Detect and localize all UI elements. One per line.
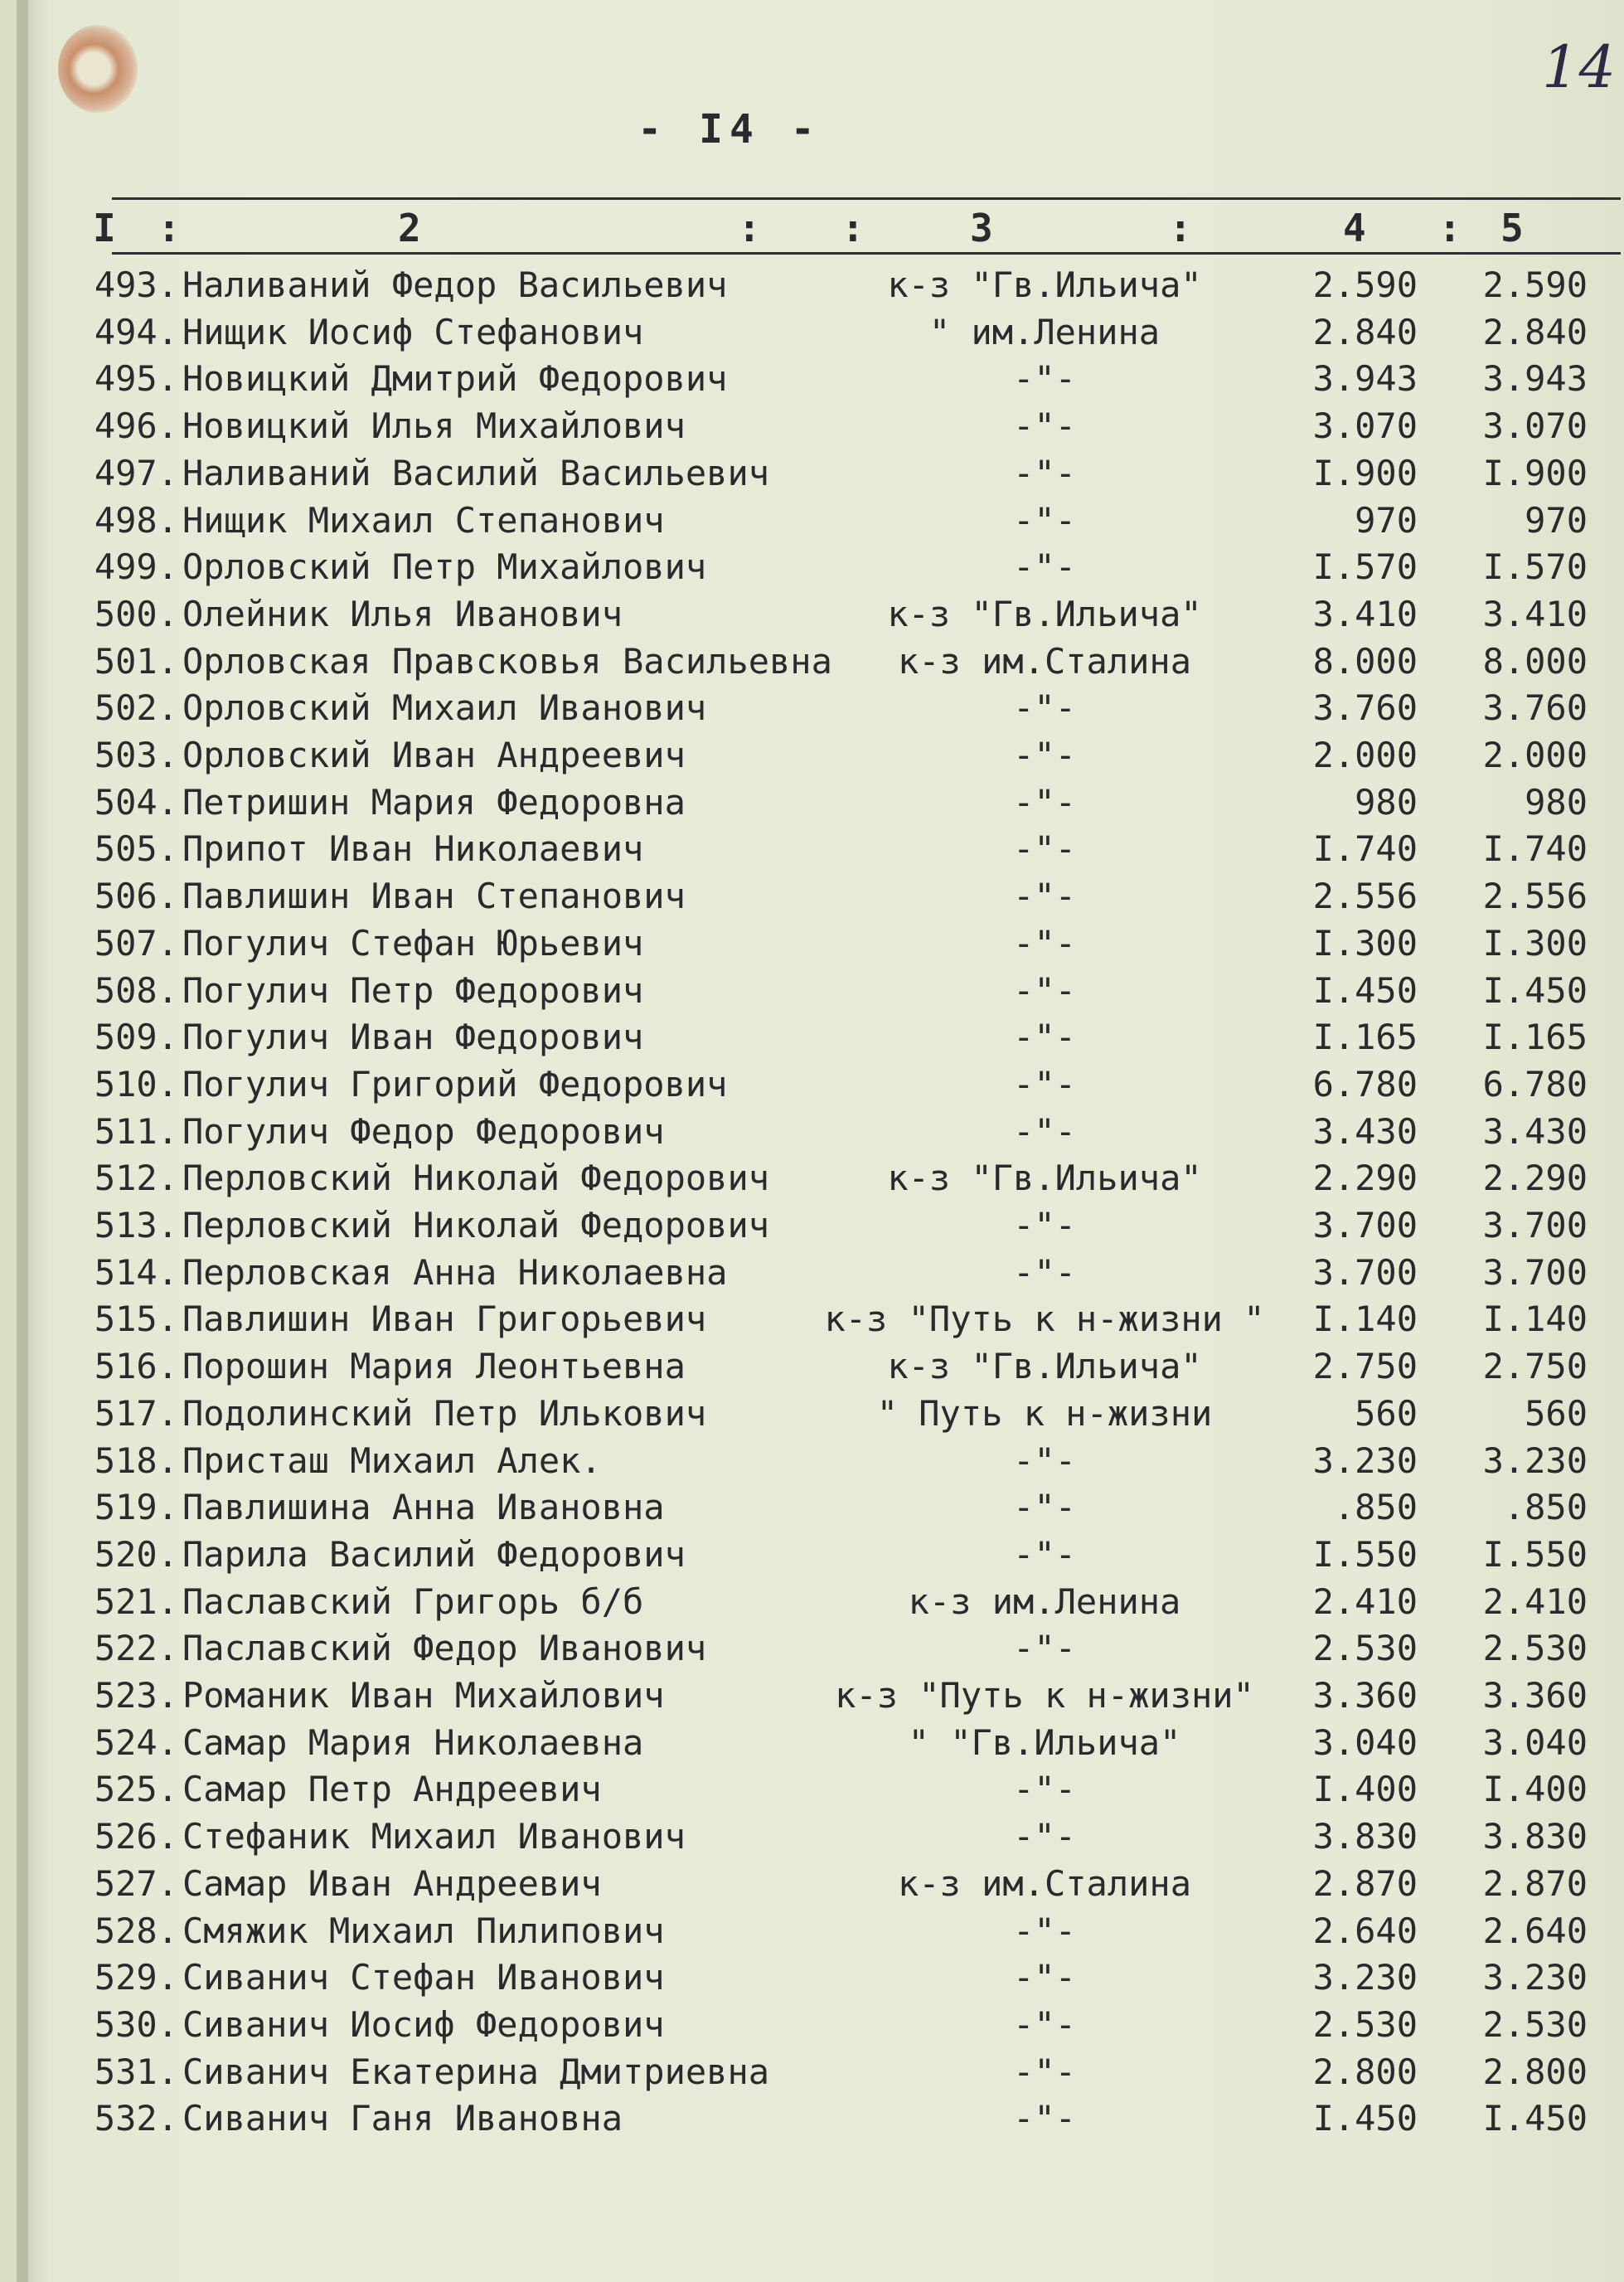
row-number: 526. [94, 1816, 178, 1857]
row-number: 496. [94, 405, 178, 447]
person-name: Самар Иван Андреевич [182, 1862, 602, 1904]
row-number: 524. [94, 1721, 178, 1763]
amount-column-4: 560 [1355, 1392, 1418, 1434]
person-name: Перловский Николай Федорович [182, 1158, 770, 1199]
row-number: 517. [94, 1392, 178, 1434]
table-row [17, 638, 1624, 685]
amount-column-5: 2.870 [1482, 1862, 1588, 1904]
table-row [17, 1484, 1624, 1531]
amount-column-5: 2.290 [1482, 1158, 1588, 1199]
table-row [17, 1625, 1624, 1672]
table-row [17, 1109, 1624, 1155]
collective-farm: " Путь к н-жизни [876, 1392, 1213, 1434]
amount-column-5: 8.000 [1482, 640, 1588, 682]
header-bottom-rule [112, 252, 1621, 255]
row-number: 530. [94, 2003, 178, 2045]
amount-column-4: 2.530 [1312, 1628, 1418, 1669]
table-row [17, 403, 1624, 449]
amount-column-5: I.140 [1482, 1299, 1588, 1340]
column-separator: : [841, 206, 865, 250]
person-name: Парила Василий Федорович [182, 1533, 686, 1575]
amount-column-5: 3.360 [1482, 1675, 1588, 1716]
amount-column-4: 2.750 [1312, 1346, 1418, 1387]
amount-column-4: 3.430 [1312, 1110, 1418, 1152]
amount-column-4: 2.000 [1312, 735, 1418, 775]
person-name: Наливаний Федор Васильевич [182, 265, 728, 305]
amount-column-4: 2.290 [1312, 1158, 1418, 1199]
collective-farm: -"- [1013, 828, 1076, 870]
table-row [17, 968, 1624, 1014]
amount-column-4: .850 [1333, 1487, 1418, 1528]
amount-column-4: 3.040 [1312, 1721, 1418, 1763]
row-number: 507. [94, 922, 178, 964]
amount-column-4: 970 [1355, 499, 1418, 541]
collective-farm: -"- [1013, 735, 1076, 775]
row-number: 506. [94, 876, 178, 917]
amount-column-4: I.740 [1312, 828, 1418, 870]
row-number: 505. [94, 828, 178, 870]
row-number: 493. [94, 265, 178, 305]
collective-farm: -"- [1013, 1017, 1076, 1058]
person-name: Романик Иван Михайлович [182, 1675, 665, 1716]
amount-column-4: 3.070 [1312, 405, 1418, 447]
table-row [17, 1861, 1624, 1907]
column-header-5: 5 [1500, 206, 1524, 250]
collective-farm: -"- [1013, 2098, 1076, 2139]
person-name: Наливаний Василий Васильевич [182, 452, 770, 493]
table-row [17, 356, 1624, 402]
amount-column-4: I.140 [1312, 1299, 1418, 1340]
amount-column-4: I.550 [1312, 1533, 1418, 1575]
collective-farm: к-з "Путь к н-жизни" [835, 1675, 1254, 1716]
person-name: Присташ Михаил Алек. [182, 1440, 602, 1481]
table-row [17, 1532, 1624, 1578]
table-row [17, 591, 1624, 638]
collective-farm: -"- [1013, 1910, 1076, 1951]
table-row [17, 732, 1624, 779]
amount-column-4: 2.530 [1312, 2003, 1418, 2045]
amount-column-5: 3.040 [1482, 1721, 1588, 1763]
amount-column-4: 6.780 [1312, 1063, 1418, 1105]
amount-column-5: 3.760 [1482, 687, 1588, 729]
table-row [17, 873, 1624, 920]
table-row [17, 779, 1624, 826]
table-row [17, 685, 1624, 731]
amount-column-5: 2.800 [1482, 2051, 1588, 2092]
amount-column-5: 3.230 [1482, 1440, 1588, 1481]
collective-farm: -"- [1013, 1769, 1076, 1810]
amount-column-4: 3.760 [1312, 687, 1418, 729]
row-number: 521. [94, 1580, 178, 1622]
collective-farm: -"- [1013, 1816, 1076, 1857]
person-name: Павлишин Иван Степанович [182, 876, 686, 917]
table-row [17, 1579, 1624, 1625]
amount-column-5: I.740 [1482, 828, 1588, 870]
collective-farm: -"- [1013, 546, 1076, 588]
person-name: Сиванич Иосиф Федорович [182, 2003, 665, 2045]
collective-farm: к-з им.Сталина [897, 640, 1191, 682]
person-name: Петришин Мария Федоровна [182, 781, 686, 823]
person-name: Нищик Михаил Степанович [182, 499, 665, 541]
collective-farm: -"- [1013, 1533, 1076, 1575]
table-row [17, 1673, 1624, 1719]
amount-column-4: 3.360 [1312, 1675, 1418, 1716]
collective-farm: к-з "Гв.Ильича" [887, 593, 1202, 634]
amount-column-4: 3.830 [1312, 1816, 1418, 1857]
collective-farm: " "Гв.Ильича" [908, 1721, 1181, 1763]
row-number: 501. [94, 640, 178, 682]
table-row [17, 1438, 1624, 1484]
collective-farm: -"- [1013, 922, 1076, 964]
person-name: Погулич Григорий Федорович [182, 1063, 728, 1105]
collective-farm: -"- [1013, 1487, 1076, 1528]
amount-column-5: 2.590 [1482, 265, 1588, 305]
amount-column-4: 2.410 [1312, 1580, 1418, 1622]
paper-stain [58, 25, 138, 113]
person-name: Олейник Илья Иванович [182, 593, 623, 634]
collective-farm: -"- [1013, 687, 1076, 729]
amount-column-5: I.450 [1482, 2098, 1588, 2139]
amount-column-5: 3.700 [1482, 1251, 1588, 1293]
table-row [17, 1155, 1624, 1202]
collective-farm: к-з им.Сталина [897, 1862, 1191, 1904]
handwritten-folio-number: 14 [1542, 33, 1617, 101]
amount-column-4: 2.800 [1312, 2051, 1418, 2092]
table-row [17, 544, 1624, 590]
table-row [17, 1954, 1624, 2001]
amount-column-5: 560 [1525, 1392, 1588, 1434]
row-number: 522. [94, 1628, 178, 1669]
collective-farm: -"- [1013, 2051, 1076, 2092]
column-separator: : [738, 206, 761, 250]
amount-column-4: I.570 [1312, 546, 1418, 588]
table-row [17, 2049, 1624, 2095]
amount-column-5: I.300 [1482, 922, 1588, 964]
row-number: 523. [94, 1675, 178, 1716]
collective-farm: -"- [1013, 1957, 1076, 1998]
table-row [17, 450, 1624, 497]
amount-column-4: 2.870 [1312, 1862, 1418, 1904]
amount-column-5: 3.943 [1482, 358, 1588, 400]
column-separator: : [1438, 206, 1462, 250]
header-top-rule [112, 197, 1621, 200]
row-number: 495. [94, 358, 178, 400]
amount-column-5: 6.780 [1482, 1063, 1588, 1105]
row-number: 528. [94, 1910, 178, 1951]
amount-column-5: 3.700 [1482, 1205, 1588, 1245]
amount-column-5: 3.830 [1482, 1816, 1588, 1857]
row-number: 510. [94, 1063, 178, 1105]
person-name: Паславский Федор Иванович [182, 1628, 707, 1669]
row-number: 503. [94, 735, 178, 775]
collective-farm: к-з "Гв.Ильича" [887, 1346, 1202, 1387]
table-row [17, 498, 1624, 544]
person-name: Порошин Мария Леонтьевна [182, 1346, 686, 1387]
person-name: Погулич Иван Федорович [182, 1017, 644, 1058]
column-separator: : [158, 206, 181, 250]
person-name: Орловская Правсковья Васильевна [182, 640, 832, 682]
amount-column-5: 2.000 [1482, 735, 1588, 775]
person-name: Сиванич Екатерина Дмитриевна [182, 2051, 770, 2092]
column-header-1: I [93, 206, 116, 250]
row-number: 527. [94, 1862, 178, 1904]
person-name: Павлишина Анна Ивановна [182, 1487, 665, 1528]
row-number: 529. [94, 1957, 178, 1998]
collective-farm: -"- [1013, 1205, 1076, 1245]
person-name: Орловский Михаил Иванович [182, 687, 707, 729]
amount-column-4: 2.640 [1312, 1910, 1418, 1951]
amount-column-4: I.300 [1312, 922, 1418, 964]
collective-farm: -"- [1013, 452, 1076, 493]
amount-column-5: 2.556 [1482, 876, 1588, 917]
row-number: 531. [94, 2051, 178, 2092]
person-name: Перловская Анна Николаевна [182, 1251, 728, 1293]
amount-column-5: 3.430 [1482, 1110, 1588, 1152]
row-number: 515. [94, 1299, 178, 1340]
amount-column-5: 3.410 [1482, 593, 1588, 634]
row-number: 509. [94, 1017, 178, 1058]
row-number: 512. [94, 1158, 178, 1199]
amount-column-4: 2.840 [1312, 311, 1418, 352]
amount-column-5: 2.840 [1482, 311, 1588, 352]
person-name: Новицкий Илья Михайлович [182, 405, 686, 447]
collective-farm: -"- [1013, 1063, 1076, 1105]
table-row [17, 1202, 1624, 1249]
collective-farm: -"- [1013, 1440, 1076, 1481]
amount-column-4: I.165 [1312, 1017, 1418, 1058]
row-number: 500. [94, 593, 178, 634]
collective-farm: -"- [1013, 781, 1076, 823]
table-row [17, 1766, 1624, 1813]
column-header-4: 4 [1343, 206, 1366, 250]
table-row [17, 1343, 1624, 1390]
table-row [17, 1014, 1624, 1061]
collective-farm: -"- [1013, 876, 1076, 917]
person-name: Сиванич Стефан Иванович [182, 1957, 665, 1998]
row-number: 498. [94, 499, 178, 541]
amount-column-4: 3.943 [1312, 358, 1418, 400]
collective-farm: -"- [1013, 358, 1076, 400]
row-number: 532. [94, 2098, 178, 2139]
amount-column-4: 2.556 [1312, 876, 1418, 917]
row-number: 525. [94, 1769, 178, 1810]
person-name: Погулич Петр Федорович [182, 969, 644, 1011]
person-name: Самар Мария Николаевна [182, 1721, 644, 1763]
row-number: 518. [94, 1440, 178, 1481]
amount-column-4: 3.230 [1312, 1440, 1418, 1481]
table-row [17, 1061, 1624, 1108]
person-name: Сиванич Ганя Ивановна [182, 2098, 623, 2139]
amount-column-5: 980 [1525, 781, 1588, 823]
document-page [17, 0, 1624, 2282]
person-name: Паславский Григорь б/б [182, 1580, 644, 1622]
amount-column-5: 2.410 [1482, 1580, 1588, 1622]
collective-farm: -"- [1013, 1110, 1076, 1152]
amount-column-5: 3.070 [1482, 405, 1588, 447]
amount-column-4: 980 [1355, 781, 1418, 823]
amount-column-4: I.400 [1312, 1769, 1418, 1810]
person-name: Смяжик Михаил Пилипович [182, 1910, 665, 1951]
amount-column-5: 2.530 [1482, 2003, 1588, 2045]
person-name: Погулич Федор Федорович [182, 1110, 665, 1152]
row-number: 502. [94, 687, 178, 729]
amount-column-4: I.900 [1312, 452, 1418, 493]
amount-column-5: .850 [1503, 1487, 1588, 1528]
row-number: 494. [94, 311, 178, 352]
person-name: Перловский Николай Федорович [182, 1205, 770, 1245]
collective-farm: " им.Ленина [928, 311, 1161, 352]
row-number: 520. [94, 1533, 178, 1575]
column-header-3: 3 [970, 206, 993, 250]
person-name: Орловский Иван Андреевич [182, 735, 686, 775]
row-number: 499. [94, 546, 178, 588]
amount-column-4: 8.000 [1312, 640, 1418, 682]
collective-farm: к-з "Гв.Ильича" [887, 265, 1202, 305]
amount-column-4: I.450 [1312, 969, 1418, 1011]
amount-column-5: I.550 [1482, 1533, 1588, 1575]
amount-column-5: 2.750 [1482, 1346, 1588, 1387]
amount-column-5: 2.640 [1482, 1910, 1588, 1951]
collective-farm: -"- [1013, 499, 1076, 541]
table-row [17, 1391, 1624, 1437]
person-name: Подолинский Петр Илькович [182, 1392, 707, 1434]
table-row [17, 262, 1624, 308]
table-row [17, 1296, 1624, 1342]
amount-column-5: I.570 [1482, 546, 1588, 588]
table-row [17, 309, 1624, 356]
collective-farm: -"- [1013, 1251, 1076, 1293]
person-name: Погулич Стефан Юрьевич [182, 922, 644, 964]
table-row [17, 920, 1624, 967]
collective-farm: к-з "Гв.Ильича" [887, 1158, 1202, 1199]
amount-column-5: I.400 [1482, 1769, 1588, 1810]
table-row [17, 1250, 1624, 1296]
collective-farm: -"- [1013, 2003, 1076, 2045]
amount-column-4: 3.700 [1312, 1205, 1418, 1245]
amount-column-5: 2.530 [1482, 1628, 1588, 1669]
amount-column-4: 3.410 [1312, 593, 1418, 634]
person-name: Новицкий Дмитрий Федорович [182, 358, 728, 400]
table-row [17, 1813, 1624, 1860]
collective-farm: -"- [1013, 1628, 1076, 1669]
table-row [17, 1720, 1624, 1766]
column-separator: : [1169, 206, 1192, 250]
amount-column-4: 3.700 [1312, 1251, 1418, 1293]
table-row [17, 2095, 1624, 2142]
amount-column-5: I.900 [1482, 452, 1588, 493]
row-number: 504. [94, 781, 178, 823]
person-name: Самар Петр Андреевич [182, 1769, 602, 1810]
collective-farm: к-з им.Ленина [908, 1580, 1181, 1622]
row-number: 516. [94, 1346, 178, 1387]
amount-column-4: I.450 [1312, 2098, 1418, 2139]
amount-column-4: 2.590 [1312, 265, 1418, 305]
person-name: Припот Иван Николаевич [182, 828, 644, 870]
row-number: 511. [94, 1110, 178, 1152]
row-number: 514. [94, 1251, 178, 1293]
amount-column-4: 3.230 [1312, 1957, 1418, 1998]
amount-column-5: 970 [1525, 499, 1588, 541]
row-number: 519. [94, 1487, 178, 1528]
table-row [17, 2002, 1624, 2048]
person-name: Стефаник Михаил Иванович [182, 1816, 686, 1857]
person-name: Нищик Иосиф Стефанович [182, 311, 644, 352]
table-row [17, 1908, 1624, 1954]
amount-column-5: 3.230 [1482, 1957, 1588, 1998]
collective-farm: -"- [1013, 405, 1076, 447]
amount-column-5: I.165 [1482, 1017, 1588, 1058]
amount-column-5: I.450 [1482, 969, 1588, 1011]
row-number: 497. [94, 452, 178, 493]
person-name: Орловский Петр Михайлович [182, 546, 707, 588]
row-number: 508. [94, 969, 178, 1011]
column-header-2: 2 [398, 206, 421, 250]
collective-farm: -"- [1013, 969, 1076, 1011]
collective-farm: к-з "Путь к н-жизни " [824, 1299, 1265, 1340]
row-number: 513. [94, 1205, 178, 1245]
person-name: Павлишин Иван Григорьевич [182, 1299, 707, 1340]
page-number: - I4 - [637, 106, 822, 153]
table-row [17, 826, 1624, 872]
